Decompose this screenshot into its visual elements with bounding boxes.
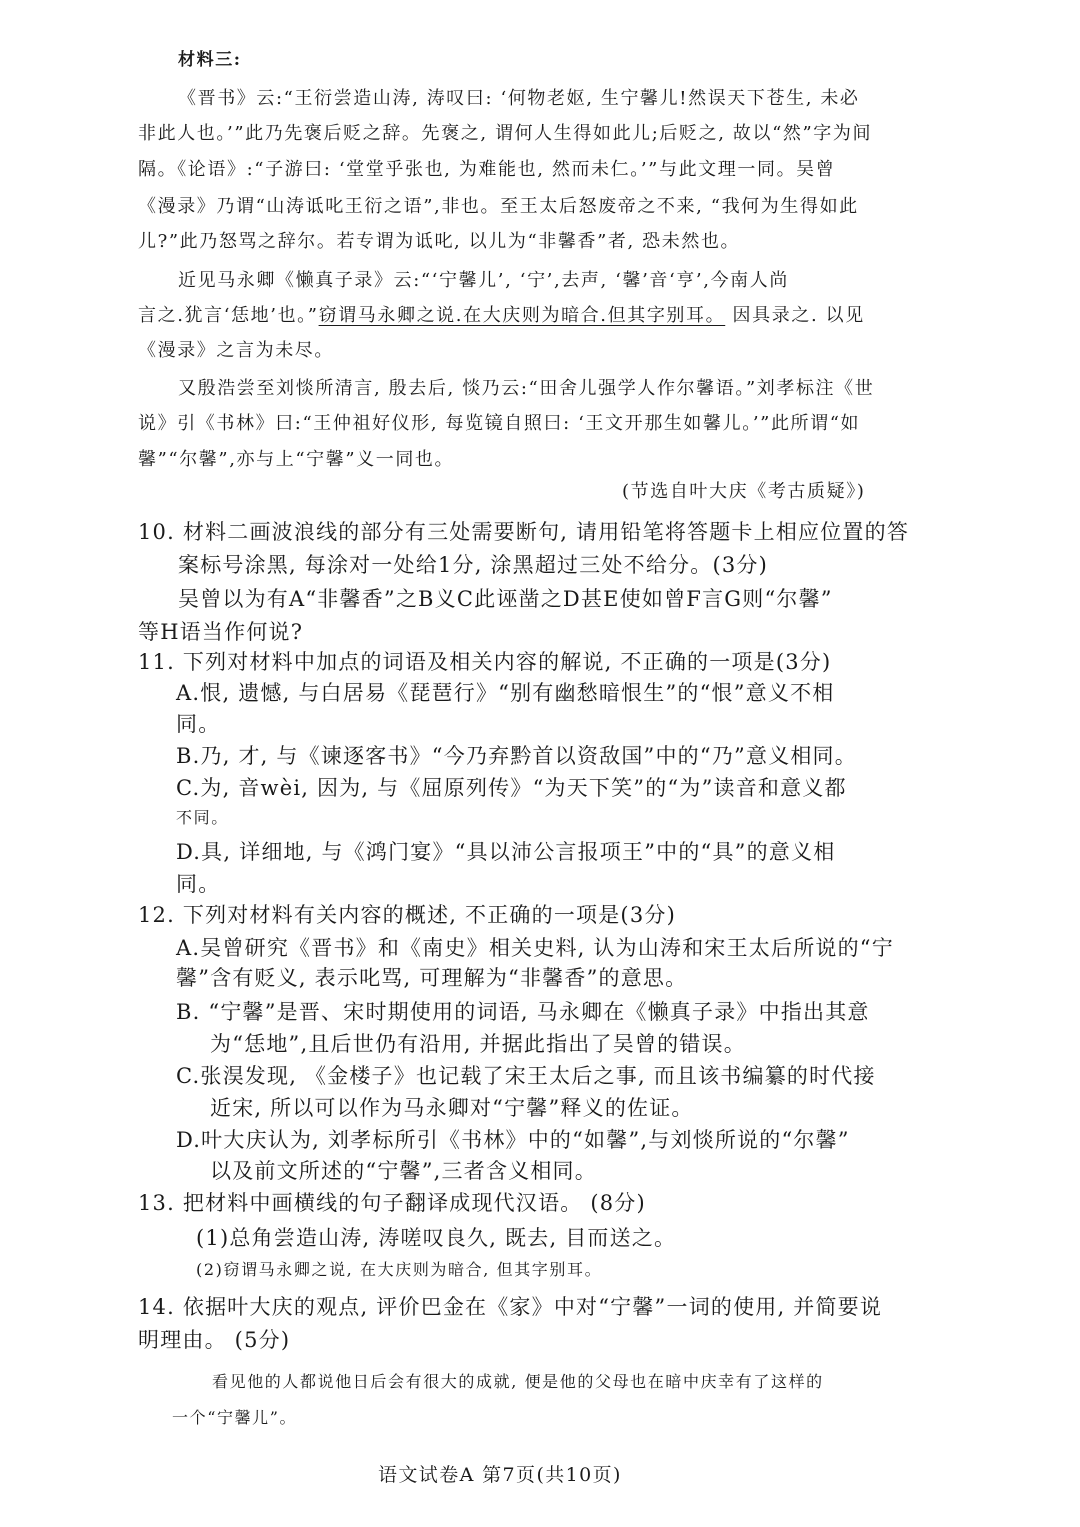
material-paragraph-line: 馨”“尔馨”,亦与上“宁馨”义一同也。: [138, 449, 455, 470]
question-12-option-b: B. “宁馨”是晋、宋时期使用的词语, 马永卿在《懒真子录》中指出其意: [176, 1000, 870, 1024]
question-11-option-d: 同。: [176, 872, 221, 896]
question-10-stem: 案标号涂黑, 每涂对一处给1分, 涂黑超过三处不给分。(3分): [178, 553, 769, 577]
text-segment: 言之.犹言‘恁地’也。”: [138, 305, 319, 326]
question-11-option-d: D.具, 详细地, 与《鸿门宴》“具以沛公言报项王”中的“具”的意义相: [176, 840, 836, 864]
material-paragraph-line: 近见马永卿《懒真子录》云:“‘宁馨儿’, ‘宁’,去声, ‘馨’音‘亨’,今南人尚: [178, 270, 789, 291]
question-12-stem: 12. 下列对材料有关内容的概述, 不正确的一项是(3分): [138, 903, 676, 927]
question-12-option-d: D.叶大庆认为, 刘孝标所引《书林》中的“如馨”,与刘惔所说的“尔馨”: [176, 1128, 850, 1152]
question-10-sentence: 吴曾以为有A“非馨香”之B义C此诬凿之D甚E使如曾F言G则“尔馨”: [178, 587, 833, 611]
question-11-stem: 11. 下列对材料中加点的词语及相关内容的解说, 不正确的一项是(3分): [138, 650, 832, 674]
question-11-option-c: C.为, 音wèi, 因为, 与《屈原列传》“为天下笑”的“为”读音和意义都: [176, 776, 847, 800]
underlined-sentence: 窃谓马永卿之说.在大庆则为暗合.但其字别耳。: [318, 305, 726, 326]
question-14-quote: 看见他的人都说他日后会有很大的成就, 便是他的父母也在暗中庆幸有了这样的: [212, 1372, 824, 1391]
source-citation: (节选自叶大庆《考古质疑》): [622, 481, 866, 502]
material-heading: 材料三:: [178, 50, 242, 70]
material-paragraph-line: 《晋书》云:“王衍尝造山涛, 涛叹曰: ‘何物老妪, 生宁馨儿!然误天下苍生, 未必: [178, 88, 860, 109]
question-13-sentence-1: (1)总角尝造山涛, 涛嗟叹良久, 既去, 目而送之。: [196, 1226, 677, 1250]
material-paragraph-line: 非此人也。’”此乃先褒后贬之辞。先褒之, 谓何人生得如此儿;后贬之, 故以“然”字为间: [138, 123, 873, 144]
question-11-option-a: A.恨, 遗憾, 与白居易《琵琶行》“别有幽愁暗恨生”的“恨”意义不相: [176, 681, 835, 705]
question-14-stem: 明理由。 (5分): [138, 1328, 291, 1352]
material-paragraph-line: 隔。《论语》:“子游曰: ‘堂堂乎张也, 为难能也, 然而未仁。’”与此文理一同。吴曾: [138, 159, 836, 180]
material-paragraph-line: 又殷浩尝至刘惔所清言, 殷去后, 惔乃云:“田舍儿强学人作尔馨语。”刘孝标注《世: [178, 378, 875, 399]
question-11-option-b: B.乃, 才, 与《谏逐客书》“今乃弃黔首以资敌国”中的“乃”意义相同。: [176, 744, 857, 768]
question-12-option-c: 近宋, 所以可以作为马永卿对“宁馨”释义的佐证。: [210, 1096, 694, 1120]
question-14-quote: 一个“宁馨儿”。: [172, 1408, 298, 1427]
question-14-stem: 14. 依据叶大庆的观点, 评价巴金在《家》中对“宁馨”一词的使用, 并简要说: [138, 1295, 883, 1319]
question-12-option-c: C.张淏发现, 《金楼子》也记载了宋王太后之事, 而且该书编纂的时代接: [176, 1064, 876, 1088]
question-12-option-b: 为“恁地”,且后世仍有沿用, 并据此指出了吴曾的错误。: [210, 1032, 746, 1056]
question-12-option-a: 馨”含有贬义, 表示叱骂, 可理解为“非馨香”的意思。: [176, 966, 688, 990]
question-10-stem: 10. 材料二画波浪线的部分有三处需要断句, 请用铅笔将答题卡上相应位置的答: [138, 520, 910, 544]
question-10-sentence: 等H语当作何说?: [138, 620, 304, 644]
text-segment: 因具录之. 以见: [725, 305, 865, 326]
question-13-sentence-2: (2)窃谓马永卿之说, 在大庆则为暗合, 但其字别耳。: [196, 1260, 603, 1279]
question-13-stem: 13. 把材料中画横线的句子翻译成现代汉语。 (8分): [138, 1191, 646, 1215]
question-12-option-d: 以及前文所述的“宁馨”,三者含义相同。: [210, 1159, 597, 1183]
material-paragraph-line: 说》引《书林》曰:“王仲祖好仪形, 每览镜自照曰: ‘王文开那生如馨儿。’”此所谓“如: [138, 413, 861, 434]
material-paragraph-line: [138, 307, 865, 325]
material-paragraph-line: 《漫录》之言为未尽。: [138, 340, 334, 361]
question-11-option-a: 同。: [176, 712, 221, 736]
page-footer: 语文试卷A 第7页(共10页): [378, 1464, 622, 1486]
material-paragraph-line: 儿?”此乃怒骂之辞尔。若专谓为诋叱, 以儿为“非馨香”者, 恐未然也。: [138, 231, 741, 252]
question-12-option-a: A.吴曾研究《晋书》和《南史》相关史料, 认为山涛和宋王太后所说的“宁: [176, 936, 894, 960]
material-paragraph-line: 《漫录》乃谓“山涛诋叱王衍之语”,非也。至王太后怒废帝之不来, “我何为生得如此: [138, 196, 859, 217]
question-11-option-c: 不同。: [176, 808, 229, 827]
